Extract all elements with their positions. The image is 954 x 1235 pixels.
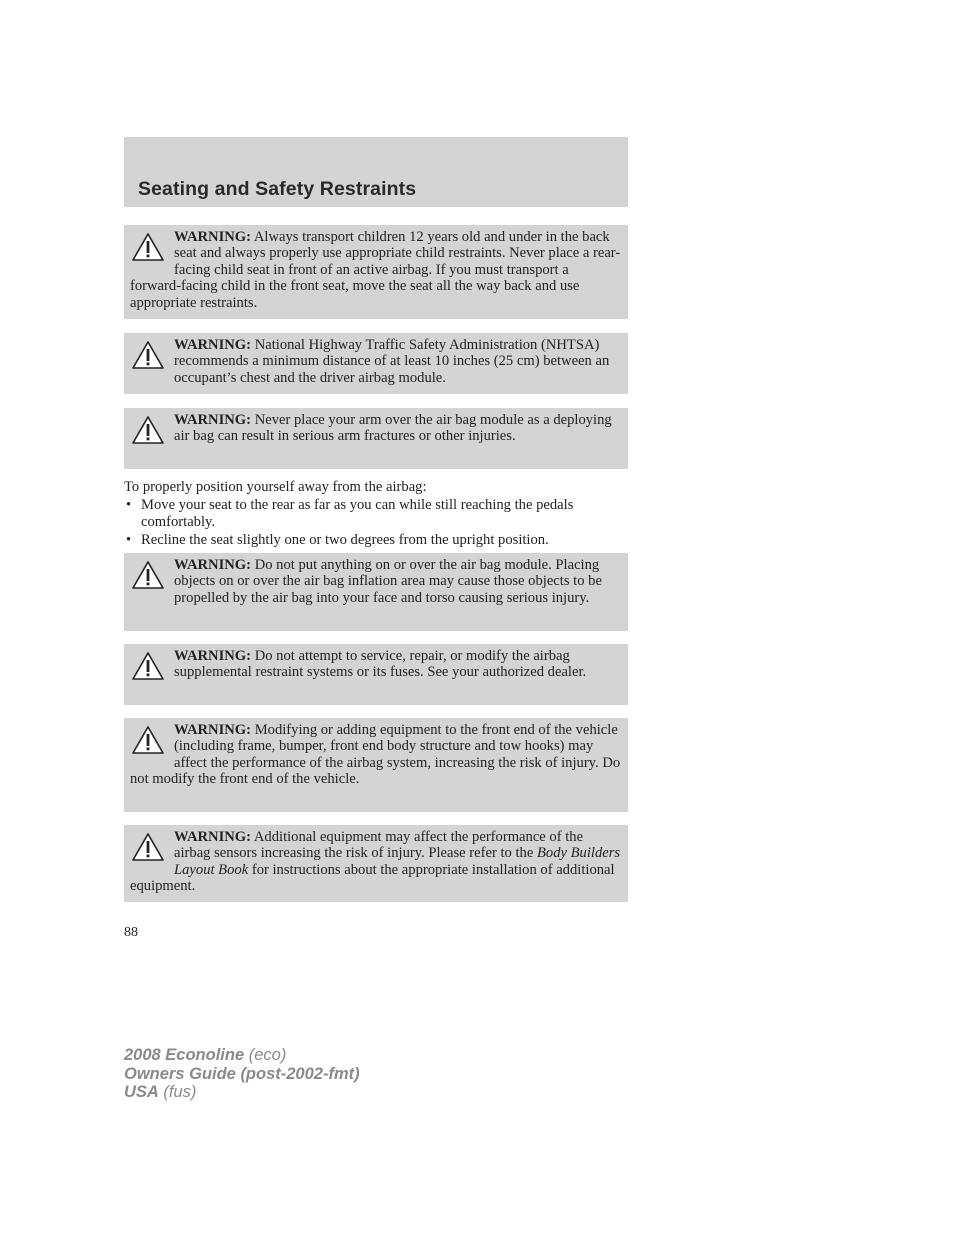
warning-box xyxy=(124,644,628,705)
section-header xyxy=(124,137,628,207)
warning-triangle-icon xyxy=(131,651,165,681)
warning-triangle-icon xyxy=(131,340,165,370)
footer-guide: Owners Guide (post-2002-fmt) xyxy=(124,1064,360,1083)
warning-text: Additional equipment may affect the performance of the airbag sensors increasing the risk of injury. Please refer to the xyxy=(174,829,584,862)
warning-text: Always transport children 12 years old and under in the back seat and always properly use appropriate child restraints. Never place a rear-facing child seat in front of an active airbag. If you must transport a forward-facing child in the front seat, move the seat all the way back and use appropriate restraints. xyxy=(130,229,621,311)
warning-box xyxy=(124,718,628,812)
warning-box xyxy=(124,825,628,902)
list-item: • Recline the seat slightly one or two degrees from the upright position. xyxy=(124,532,628,548)
footer-market-code: (fus) xyxy=(158,1083,197,1101)
footer-model: 2008 Econoline xyxy=(124,1046,245,1064)
warning-box xyxy=(124,408,628,469)
warning-label: WARNING: xyxy=(174,337,252,353)
warning-label: WARNING: xyxy=(174,229,252,245)
page-number: 88 xyxy=(124,925,138,940)
body-section xyxy=(124,479,628,550)
warning-text: Do not attempt to service, repair, or modify the airbag supplemental restraint systems or its fuses. See your authorized dealer. xyxy=(174,648,587,681)
warning-text: for instructions about the appropriate installation of additional equipment. xyxy=(130,861,615,895)
bullet-list xyxy=(124,497,628,548)
warning-triangle-icon xyxy=(131,232,165,262)
warning-box xyxy=(124,225,628,319)
list-item: • Move your seat to the rear as far as you can while still reaching the pedals comfortably. xyxy=(124,497,628,530)
footer-model-code: (eco) xyxy=(244,1046,287,1064)
warning-text: Never place your arm over the air bag module as a deploying air bag can result in serious arm fractures or other injuries. xyxy=(174,412,612,445)
warning-box xyxy=(124,553,628,631)
footer-market: USA xyxy=(124,1083,159,1101)
warning-label: WARNING: xyxy=(174,412,252,428)
warning-triangle-icon xyxy=(131,725,165,755)
warning-label: WARNING: xyxy=(174,722,252,738)
document-footer xyxy=(124,1046,360,1102)
warning-triangle-icon xyxy=(131,560,165,590)
warning-text: National Highway Traffic Safety Administration (NHTSA) recommends a minimum distance of at least 10 inches (25 cm) between an occupant’s chest and the driver airbag module. xyxy=(174,337,610,386)
warning-triangle-icon xyxy=(131,415,165,445)
intro-paragraph: To properly position yourself away from the airbag: xyxy=(124,479,427,495)
book-title: Body Builders Layout Book xyxy=(174,845,621,878)
warning-label: WARNING: xyxy=(174,557,252,573)
warning-triangle-icon xyxy=(131,832,165,862)
warning-label: WARNING: xyxy=(174,648,252,664)
warning-text: Do not put anything on or over the air bag module. Placing objects on or over the air bag inflation area may cause those objects to be propelled by the air bag into your face and torso causing serious injury. xyxy=(174,557,602,606)
warning-label: WARNING: xyxy=(174,829,252,845)
warning-text: Modifying or adding equipment to the front end of the vehicle (including frame, bumper, front end body structure and tow hooks) may affect the performance of the airbag system, increasing the risk of injury. Do not modify the front end of the vehicle. xyxy=(130,722,621,788)
section-title: Seating and Safety Restraints xyxy=(138,178,417,200)
warning-box xyxy=(124,333,628,394)
